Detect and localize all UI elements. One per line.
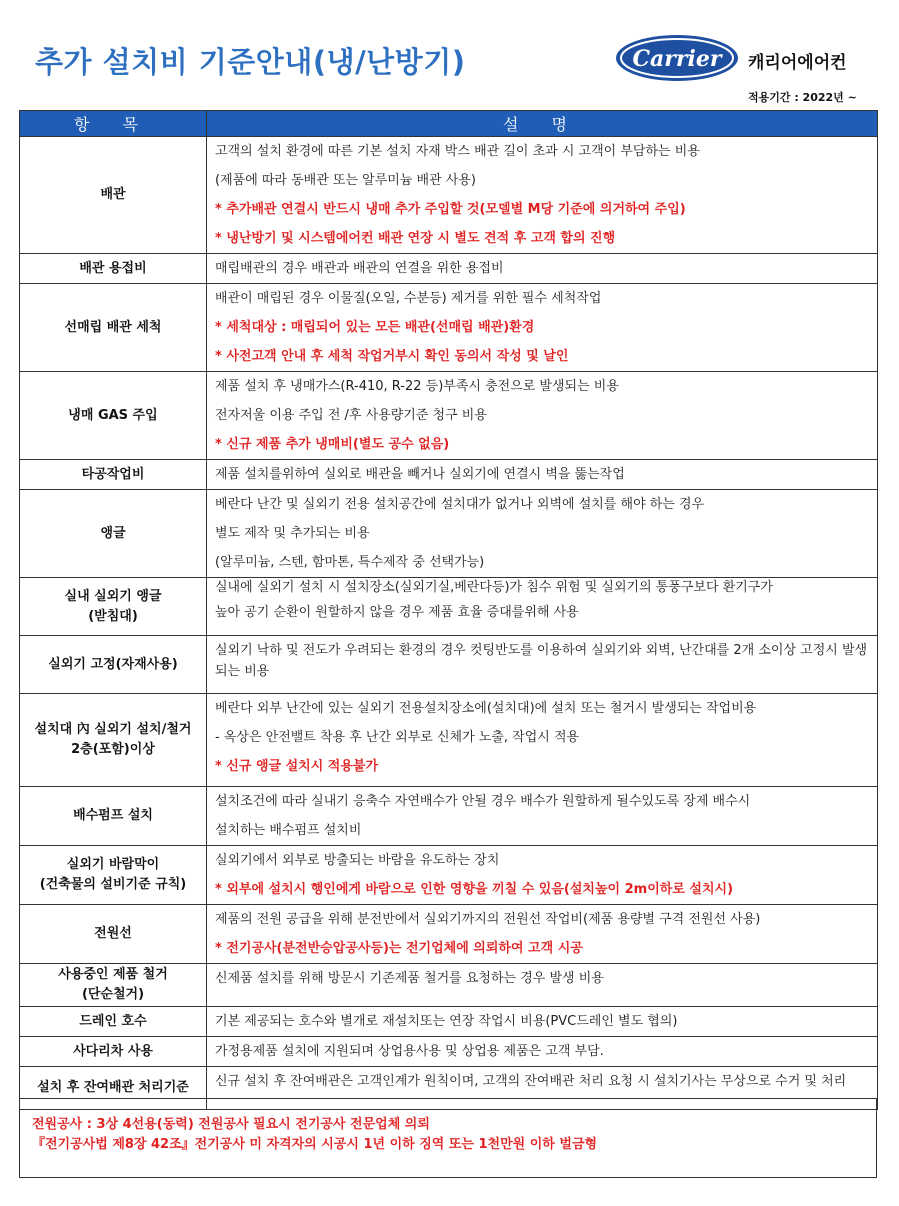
row-item	[20, 846, 207, 905]
description-line: 제품의 전원 공급을 위해 분전반에서 실외기까지의 전원선 작업비(제품 용량별 구격 전원선 사용)	[215, 912, 761, 927]
table-row	[20, 905, 878, 964]
description-line: 제품 설치를위하여 실외로 배관을 빼거나 실외기에 연결시 벽을 뚫는작업	[215, 467, 625, 482]
row-item	[20, 787, 207, 846]
table-row	[20, 490, 878, 578]
table-row	[20, 284, 878, 372]
description-line: 신제품 설치를 위해 방문시 기존제품 철거를 요청하는 경우 발생 비용	[215, 971, 604, 986]
row-item-label: 사용중인 제품 철거	[58, 967, 168, 982]
table-row	[20, 964, 878, 1007]
table-row	[20, 254, 878, 284]
row-description	[207, 490, 878, 578]
description-line: 베란다 외부 난간에 있는 실외기 전용설치장소에(설치대)에 설치 또는 철거시 발생되는 작업비용	[215, 701, 757, 716]
row-description	[207, 964, 878, 1007]
description-line: 별도 제작 및 추가되는 비용	[215, 526, 370, 541]
table-row	[20, 1037, 878, 1067]
row-item	[20, 490, 207, 578]
row-item	[20, 137, 207, 254]
row-item-label: 앵글	[100, 525, 126, 541]
table-row	[20, 137, 878, 254]
row-item-label: 냉매 GAS 주입	[68, 407, 158, 423]
warning-note: * 신규 앵글 설치시 적용불가	[215, 759, 379, 774]
description-line: 신규 설치 후 잔여배관은 고객인계가 원칙이며, 고객의 잔여배관 처리 요청 시 설치기사는 무상으로 수거 및 처리	[215, 1074, 847, 1089]
table-row	[20, 578, 878, 636]
warning-note: * 냉난방기 및 시스템에어컨 배관 연장 시 별도 견적 후 고객 합의 진행	[215, 231, 616, 246]
row-item-label: 설치 후 잔여배관 처리기준	[37, 1080, 189, 1095]
description-line: - 옥상은 안전밸트 착용 후 난간 외부로 신체가 노출, 작업시 적용	[215, 730, 580, 745]
description-line: 실외기 낙하 및 전도가 우려되는 환경의 경우 컷팅반도를 이용하여 실외기와 외벽, 난간대를 2개 소이상 고정시 발생되는 비용	[215, 643, 868, 679]
description-line: (제품에 따라 동배관 또는 알루미늄 배관 사용)	[215, 173, 476, 188]
row-item	[20, 636, 207, 694]
row-item-label: 실외기 바람막이	[66, 857, 160, 872]
row-item-label: 배관 용접비	[79, 260, 147, 276]
carrier-logo	[614, 33, 740, 83]
description-line: 매립배관의 경우 배관과 배관의 연결을 위한 용접비	[215, 261, 504, 276]
table-row	[20, 787, 878, 846]
description-line: 가정용제품 설치에 지원되며 상업용사용 및 상업용 제품은 고객 부담.	[215, 1044, 604, 1059]
table-row	[20, 460, 878, 490]
row-description	[207, 254, 878, 284]
row-item-label: 전원선	[94, 926, 132, 941]
period-label: 적용기간 : 2022년 ~	[748, 91, 857, 104]
row-description	[207, 284, 878, 372]
row-description	[207, 694, 878, 787]
fee-table	[19, 110, 878, 1110]
warning-note: * 전기공사(분전반승압공사등)는 전기업체에 의뢰하여 고객 시공	[215, 941, 583, 956]
row-item-label: 실외기 고정(자재사용)	[48, 656, 178, 672]
row-item	[20, 372, 207, 460]
row-description	[207, 787, 878, 846]
row-item-label: (단순철거)	[81, 987, 145, 1002]
row-item	[20, 460, 207, 490]
row-item-label: 드레인 호수	[79, 1013, 147, 1029]
description-line: (알루미늄, 스텐, 함마톤, 특수제작 중 선택가능)	[215, 555, 485, 570]
table-header	[20, 111, 878, 137]
warning-note: * 추가배관 연결시 반드시 냉매 추가 주입할 것(모델별 M당 기준에 의거하여 주입)	[215, 202, 686, 217]
table-row	[20, 694, 878, 787]
warning-note: * 신규 제품 추가 냉매비(별도 공수 없음)	[215, 437, 450, 452]
row-item	[20, 694, 207, 787]
row-item-label: 설치대 內 실외기 설치/철거	[34, 722, 192, 737]
row-item-label: 타공작업비	[81, 466, 145, 482]
row-item-label: 사다리차 사용	[73, 1043, 153, 1059]
footer-line-1: 전원공사 : 3상 4선용(동력) 전원공사 필요시 전기공사 전문업체 의뢰	[32, 1117, 430, 1132]
description-line: 실외기에서 외부로 방출되는 바람을 유도하는 장치	[215, 853, 500, 868]
warning-note: * 외부에 설치시 행인에게 바람으로 인한 영향을 끼칠 수 있음(설치높이 2m이하로 설치시)	[215, 882, 734, 897]
warning-note: * 세척대상 : 매립되어 있는 모든 배관(선매립 배관)환경	[215, 320, 535, 335]
brand-name: 캐리어에어컨	[748, 53, 847, 73]
col-desc-header: 설 명	[207, 111, 878, 137]
description-line: 고객의 설치 환경에 따른 기본 설치 자재 박스 배관 길이 초과 시 고객이 부담하는 비용	[215, 144, 700, 159]
row-item-label: 실내 실외기 앵글	[64, 588, 162, 604]
description-line: 설치조건에 따라 실내기 응축수 자연배수가 안될 경우 배수가 원할하게 될수있도록 장제 배수시	[215, 794, 751, 809]
row-item	[20, 254, 207, 284]
row-item-label: 선매립 배관 세척	[64, 319, 162, 335]
description-line: 베란다 난간 및 실외기 전용 설치공간에 설치대가 없거나 외벽에 설치를 해야 하는 경우	[215, 497, 705, 512]
footer-notice	[19, 1098, 877, 1178]
description-line: 높아 공기 순환이 원할하지 않을 경우 제품 효율 증대를위해 사용	[215, 605, 579, 620]
row-item	[20, 1037, 207, 1067]
table-row	[20, 846, 878, 905]
row-item	[20, 964, 207, 1007]
description-line: 배관이 매립된 경우 이물질(오일, 수분등) 제거를 위한 필수 세척작업	[215, 291, 602, 306]
row-description	[207, 846, 878, 905]
row-description	[207, 137, 878, 254]
row-item-label: 배수펌프 설치	[73, 808, 153, 823]
description-line: 설치하는 배수펌프 설치비	[215, 823, 362, 838]
row-description	[207, 636, 878, 694]
table-row	[20, 372, 878, 460]
row-item	[20, 578, 207, 636]
row-item	[20, 284, 207, 372]
row-item-label: (건축물의 설비기준 규칙)	[39, 877, 187, 892]
logo-text: Carrier	[632, 46, 722, 72]
row-description	[207, 578, 878, 636]
row-item-label: (받침대)	[88, 608, 138, 624]
page-title: 추가 설치비 기준안내(냉/난방기)	[35, 45, 466, 79]
description-line: 기본 제공되는 호수와 별개로 재설치또는 연장 작업시 비용(PVC드레인 별도 협의)	[215, 1014, 678, 1029]
row-item	[20, 1007, 207, 1037]
row-description	[207, 460, 878, 490]
row-description	[207, 1007, 878, 1037]
description-line: 전자저울 이용 주입 전 /후 사용량기준 청구 비용	[215, 408, 487, 423]
description-line: 실내에 실외기 설치 시 설치장소(실외기실,베란다등)가 침수 위험 및 실외기의 통풍구보다 환기구가	[215, 580, 773, 595]
footer-line-2: 『전기공사법 제8장 42조』전기공사 미 자격자의 시공시 1년 이하 징역 또는 1천만원 이하 벌금형	[32, 1137, 598, 1152]
col-item-header: 항 목	[20, 111, 207, 137]
row-item	[20, 905, 207, 964]
row-item-label: 배관	[100, 187, 126, 202]
warning-note: * 사전고객 안내 후 세척 작업거부시 확인 동의서 작성 및 날인	[215, 349, 569, 364]
table-row	[20, 1007, 878, 1037]
description-line: 제품 설치 후 냉매가스(R-410, R-22 등)부족시 충전으로 발생되는 비용	[215, 379, 619, 394]
table-row	[20, 636, 878, 694]
row-description	[207, 1037, 878, 1067]
row-description	[207, 372, 878, 460]
row-item-label: 2층(포함)이상	[71, 742, 155, 757]
row-description	[207, 905, 878, 964]
